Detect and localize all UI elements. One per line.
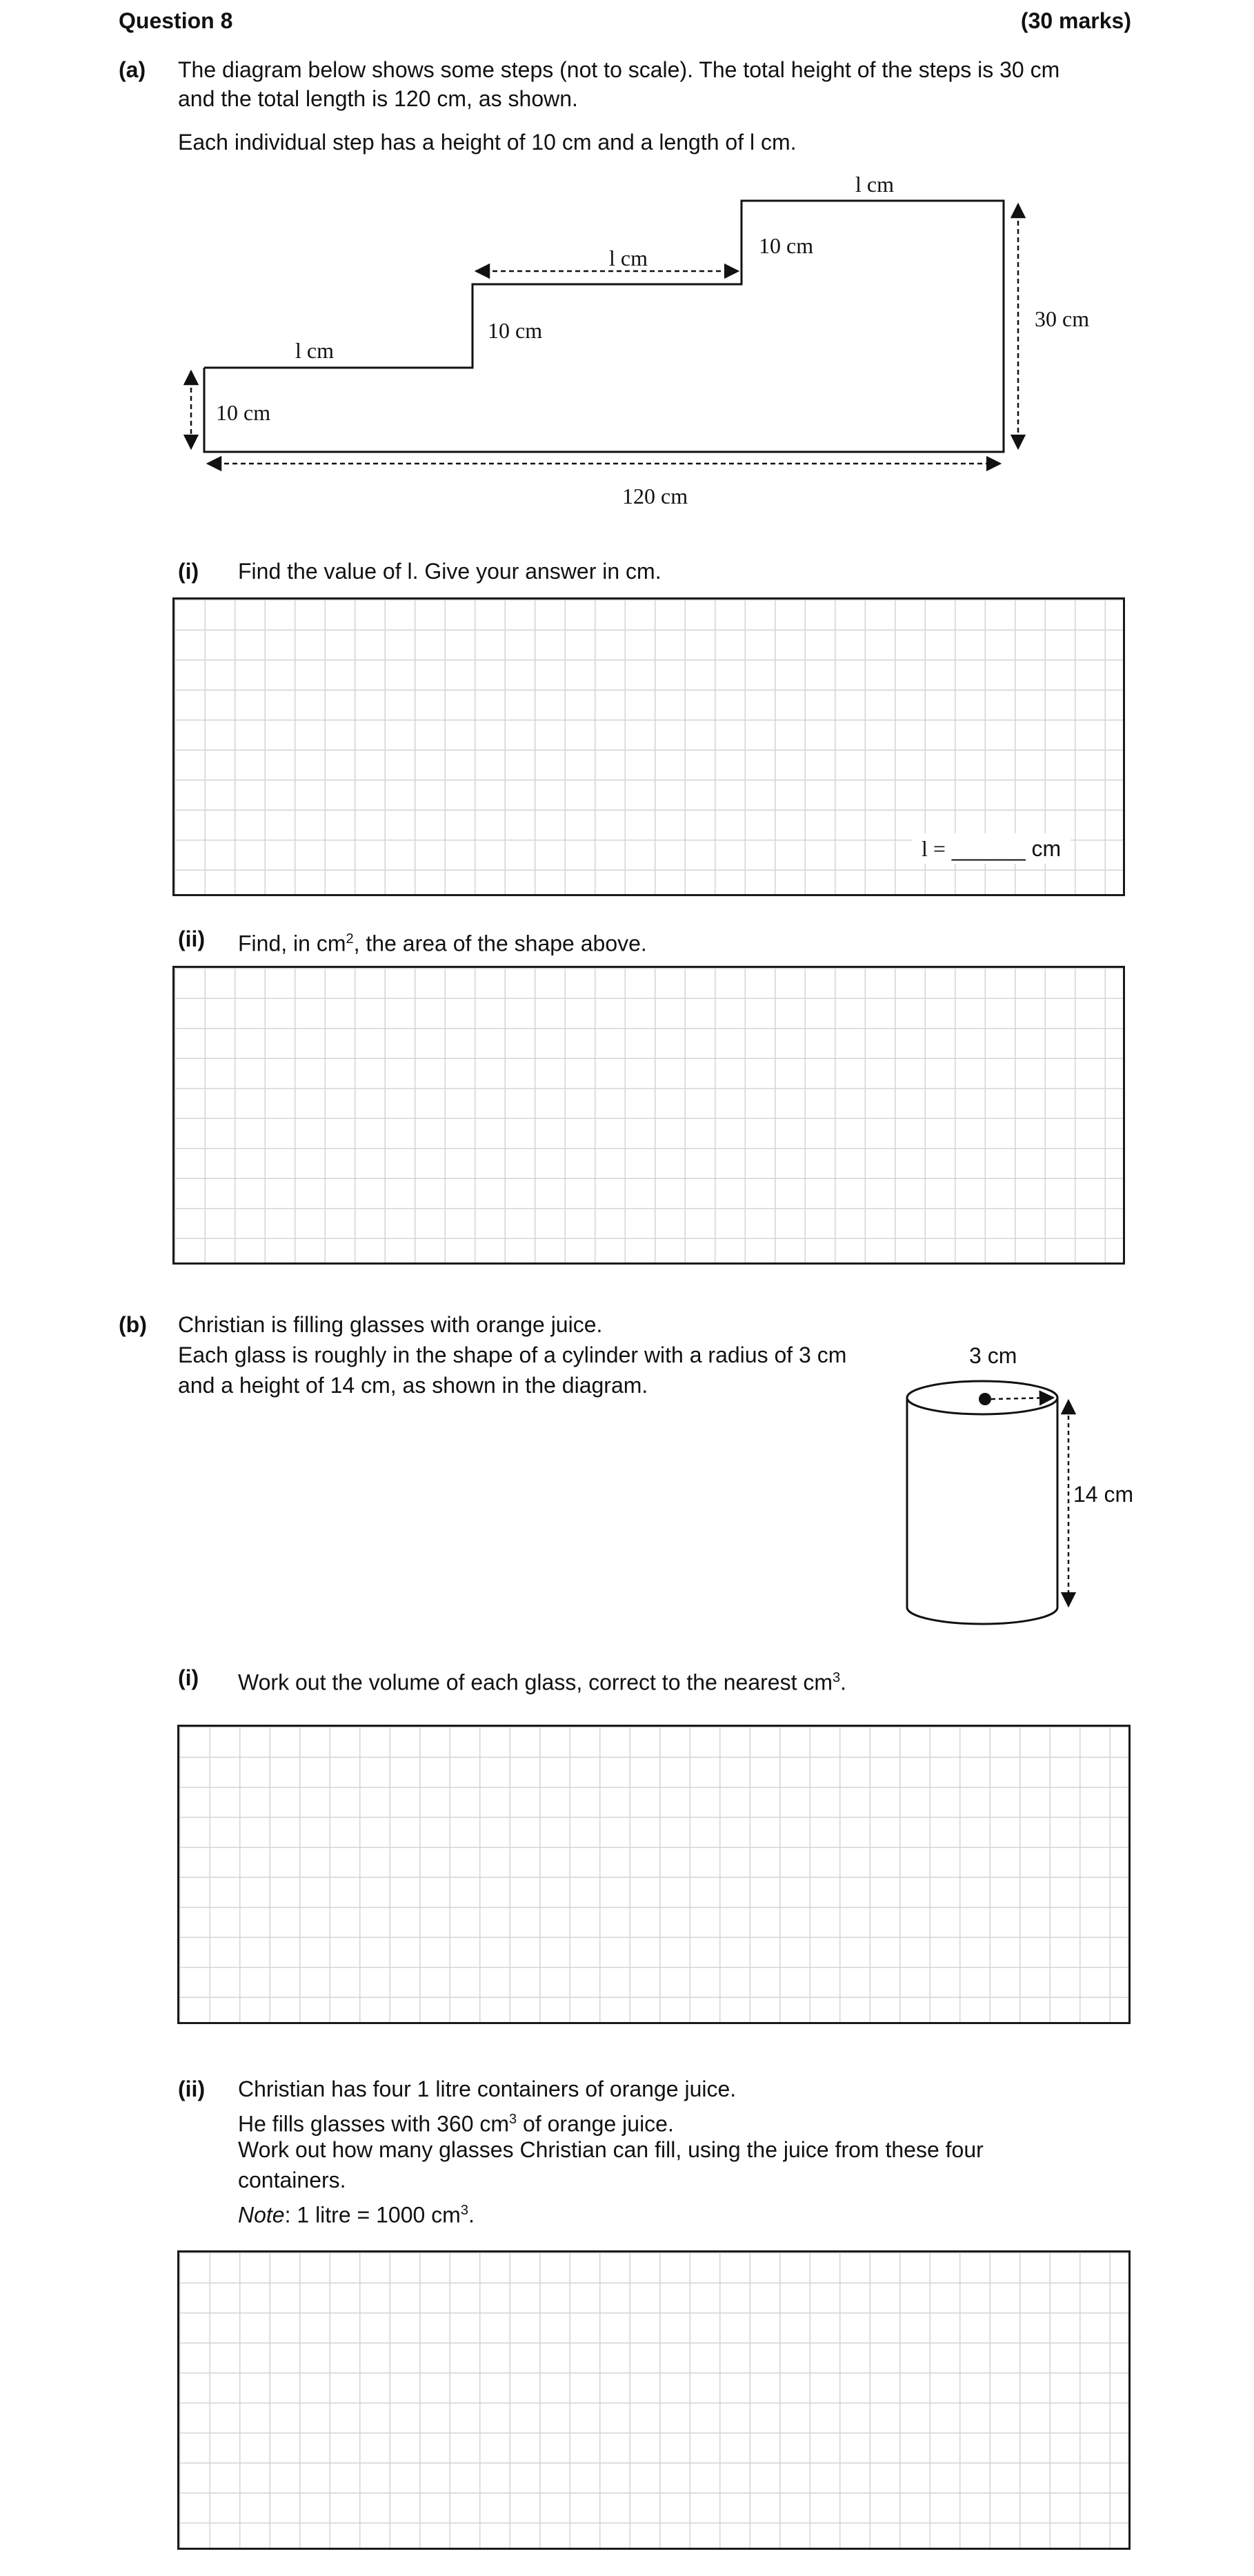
part-b-i-prompt	[238, 1663, 846, 1698]
part-b-ii-line1: Christian has four 1 litre containers of orange juice.	[238, 2077, 737, 2101]
part-a-i-prompt: Find the value of l. Give your answer in cm.	[238, 559, 661, 584]
answer-grid-a-ii[interactable]	[172, 966, 1125, 1265]
part-a-ii-prompt-sup: 2	[346, 931, 354, 947]
note-before: : 1 litre = 1000 cm	[284, 2202, 461, 2228]
answer-line-l	[912, 833, 1071, 864]
part-a-intro-line1: The diagram below shows some steps (not to scale). The total height of the steps is 30 cm	[178, 57, 1060, 82]
part-a-label: (a)	[119, 57, 146, 82]
top-length-label: l cm	[855, 172, 894, 197]
part-a-ii-label: (ii)	[178, 927, 206, 951]
part-a-ii-prompt-before: Find, in cm	[238, 931, 346, 956]
part-a-intro-line3: Each individual step has a height of 10 cm and a length of l cm.	[178, 130, 797, 155]
lower-step-height-label: 10 cm	[216, 400, 271, 425]
part-b-i-prompt-after: .	[840, 1670, 847, 1695]
answer-l-blank[interactable]: ______	[951, 836, 1026, 861]
cylinder-height-label: 14 cm	[1073, 1482, 1134, 1507]
part-b-ii-line2-after: of orange juice.	[517, 2111, 674, 2137]
answer-grid-b-ii[interactable]	[177, 2250, 1131, 2550]
part-b-line3: and a height of 14 cm, as shown in the diagram.	[178, 1373, 648, 1398]
note-after: .	[468, 2202, 475, 2228]
part-b-ii-note	[238, 2195, 475, 2230]
note-sup: 3	[460, 2203, 468, 2218]
answer-grid-b-i[interactable]	[177, 1725, 1131, 2024]
part-a-ii-prompt-after: , the area of the shape above.	[353, 931, 647, 956]
cylinder-radius-label: 3 cm	[969, 1343, 1017, 1368]
total-height-label: 30 cm	[1035, 306, 1090, 331]
part-b-ii-line4: containers.	[238, 2168, 346, 2192]
part-b-ii-line2-sup: 3	[509, 2112, 517, 2127]
part-b-i-label: (i)	[178, 1665, 199, 1690]
note-label: Note	[238, 2202, 285, 2228]
part-b-label: (b)	[119, 1312, 147, 1337]
part-b-i-prompt-before: Work out the volume of each glass, correct to the nearest cm	[238, 1670, 833, 1695]
middle-step-height-label: 10 cm	[488, 318, 543, 343]
part-b-ii-line3: Work out how many glasses Christian can fill, using the juice from these four	[238, 2137, 984, 2162]
answer-l-prefix: l =	[922, 836, 946, 861]
question-title: Question 8	[119, 8, 233, 33]
part-a-ii-prompt	[238, 924, 647, 959]
cylinder-body	[907, 1398, 1057, 1624]
part-b-i-prompt-sup: 3	[833, 1670, 841, 1685]
question-marks: (30 marks)	[1020, 8, 1131, 33]
part-a-intro-line2: and the total length is 120 cm, as shown.	[178, 86, 578, 111]
total-length-label: 120 cm	[622, 484, 688, 508]
bottom-length-label: l cm	[295, 338, 334, 363]
upper-step-height-label: 10 cm	[759, 233, 814, 258]
part-b-line2: Each glass is roughly in the shape of a cylinder with a radius of 3 cm	[178, 1343, 847, 1367]
cylinder-center-dot	[979, 1393, 991, 1405]
part-b-ii-label: (ii)	[178, 2077, 206, 2101]
part-b-line1: Christian is filling glasses with orange juice.	[178, 1312, 603, 1337]
steps-outline	[204, 201, 1004, 452]
part-b-ii-line2-before: He fills glasses with 360 cm	[238, 2111, 510, 2137]
cylinder-diagram	[0, 1311, 1254, 1635]
part-a-i-label: (i)	[178, 559, 199, 584]
middle-length-label: l cm	[609, 246, 648, 270]
answer-l-unit: cm	[1031, 836, 1062, 861]
